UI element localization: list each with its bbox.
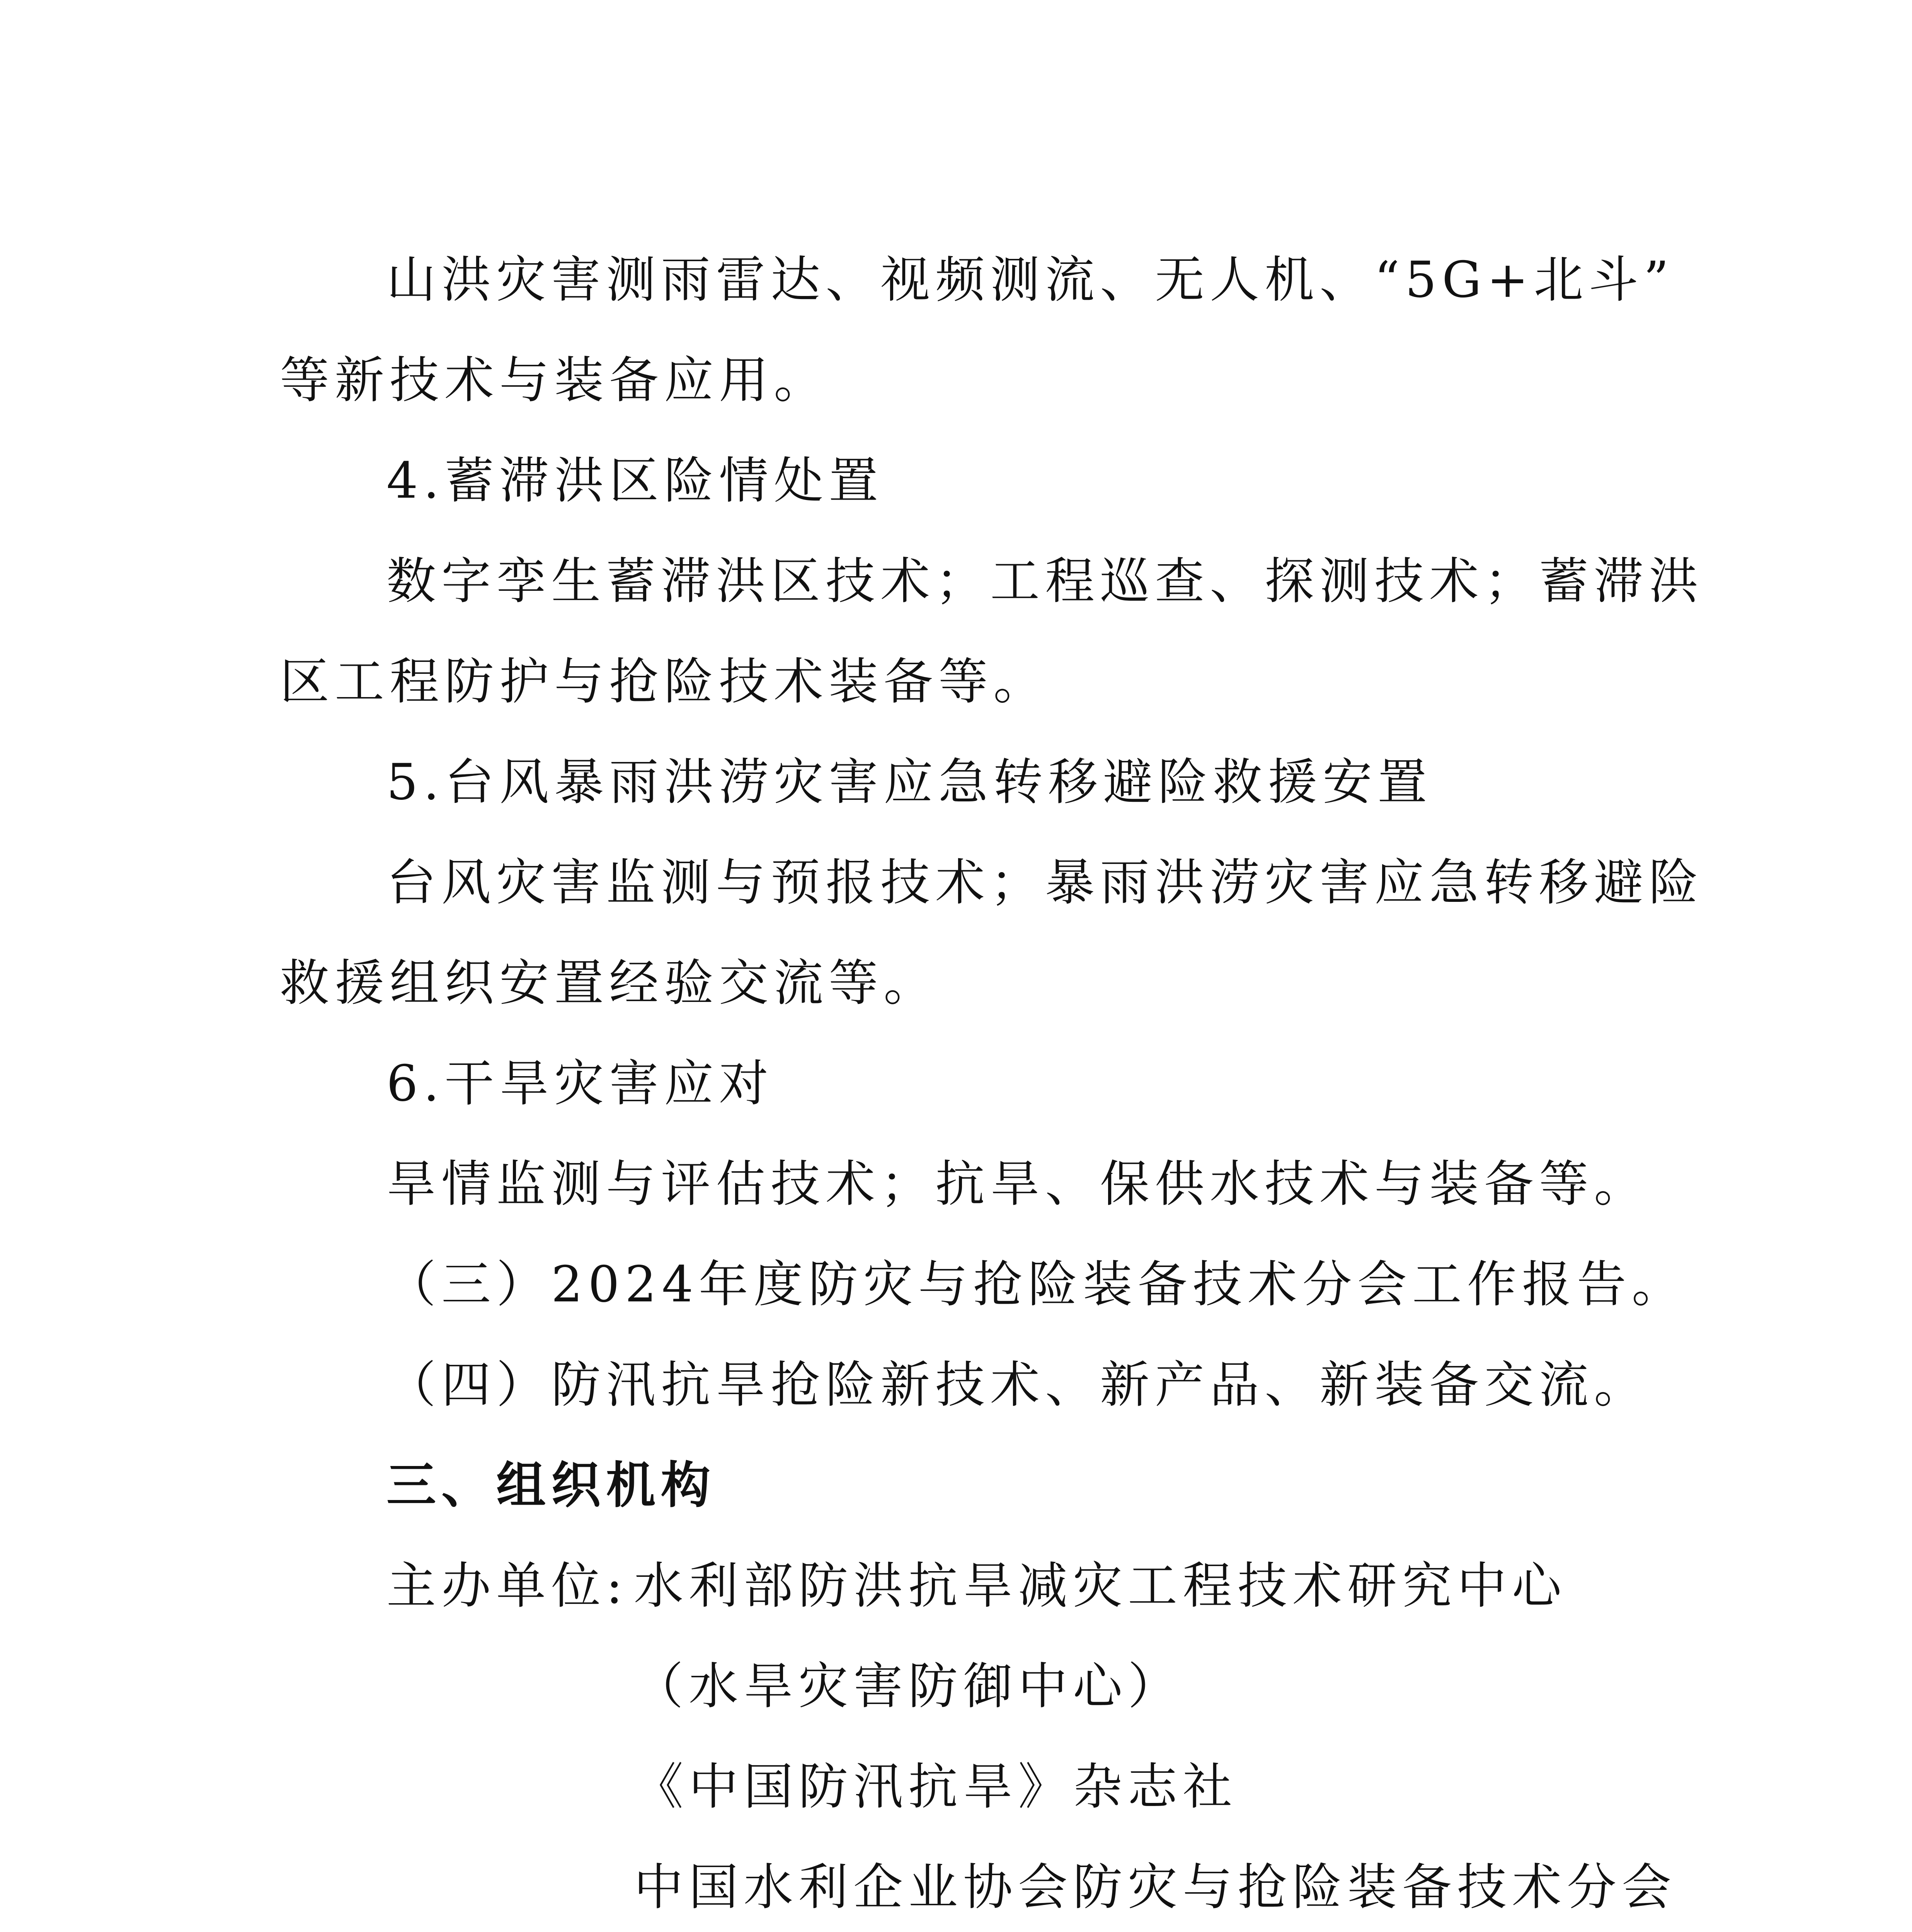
item4-body-line2: 区工程防护与抢险技术装备等。 bbox=[280, 653, 1049, 711]
item4-heading: 4.蓄滞洪区险情处置 bbox=[386, 452, 884, 510]
item4-body-line1: 数字孪生蓄滞洪区技术；工程巡查、探测技术；蓄滞洪 bbox=[386, 553, 1704, 610]
subsection-3: （三）2024年度防灾与抢险装备技术分会工作报告。 bbox=[386, 1256, 1687, 1313]
item5-body-line1: 台风灾害监测与预报技术；暴雨洪涝灾害应急转移避险 bbox=[386, 854, 1704, 912]
host-org-4: 中国水利企业协会防灾与抢险装备技术分会 bbox=[634, 1859, 1677, 1916]
item6-body: 旱情监测与评估技术；抗旱、保供水技术与装备等。 bbox=[386, 1155, 1649, 1213]
host-org-1: 水利部防洪抗旱减灾工程技术研究中心 bbox=[634, 1557, 1567, 1615]
item5-heading: 5.台风暴雨洪涝灾害应急转移避险救援安置 bbox=[386, 753, 1433, 811]
item6-heading: 6.干旱灾害应对 bbox=[386, 1055, 774, 1112]
subsection-4: （四）防汛抗旱抢险新技术、新产品、新装备交流。 bbox=[386, 1356, 1649, 1414]
host-org-2: （水旱灾害防御中心） bbox=[634, 1658, 1183, 1715]
host-org-3: 《中国防汛抗旱》杂志社 bbox=[634, 1758, 1238, 1816]
host-label: 主办单位: bbox=[386, 1557, 628, 1615]
item5-body-line2: 救援组织安置经验交流等。 bbox=[280, 954, 939, 1012]
para-radar-line1: 山洪灾害测雨雷达、视频测流、无人机、“5G+北斗” bbox=[386, 251, 1674, 309]
section-title-organization: 三、组织机构 bbox=[386, 1457, 716, 1514]
para-radar-line2: 等新技术与装备应用。 bbox=[280, 352, 829, 409]
